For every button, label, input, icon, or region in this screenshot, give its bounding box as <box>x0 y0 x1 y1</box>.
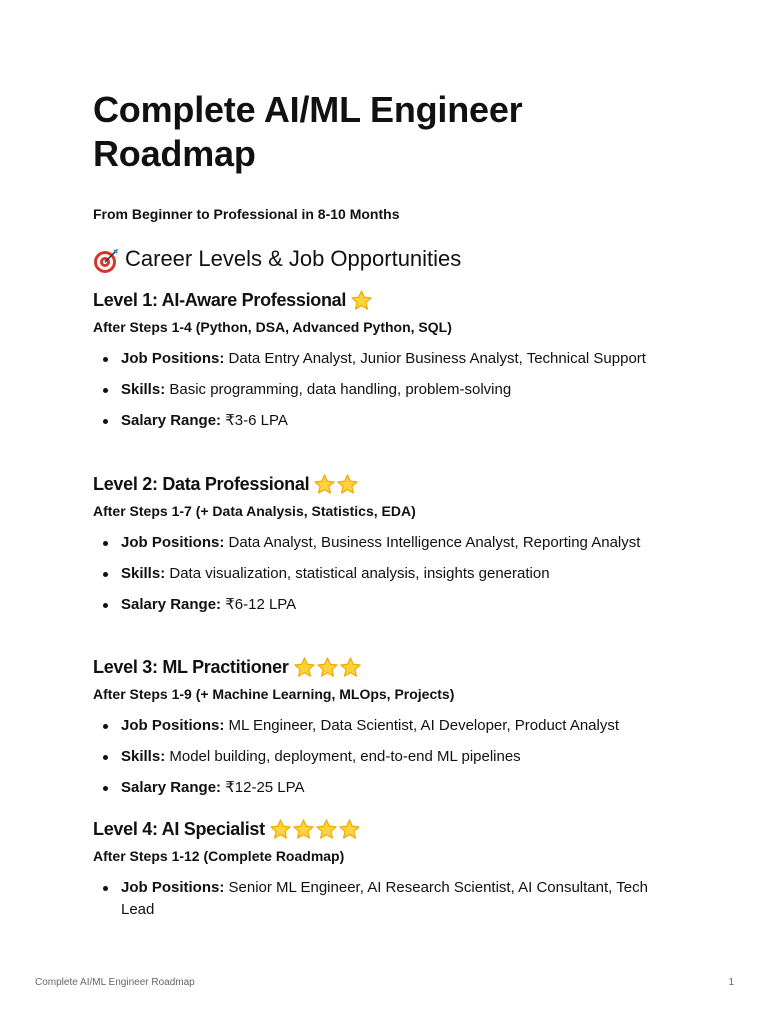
section-heading <box>93 246 461 272</box>
level-section <box>93 473 673 613</box>
page-number: 1 <box>728 977 734 988</box>
item-text: Data Analyst, Business Intelligence Analyst, Reporting Analyst <box>224 534 641 551</box>
star-icon <box>316 656 339 679</box>
section-heading-text: Career Levels & Job Opportunities <box>125 246 462 271</box>
list-item <box>93 563 673 585</box>
star-icon <box>293 656 316 679</box>
item-label: Skills: <box>121 565 166 582</box>
level-section <box>93 818 673 918</box>
item-label: Skills: <box>121 748 166 765</box>
item-text: ₹6-12 LPA <box>221 596 297 613</box>
level-prerequisites: After Steps 1-12 (Complete Roadmap) <box>93 848 345 864</box>
level-title <box>93 289 673 312</box>
star-rating <box>350 289 373 312</box>
star-icon <box>336 473 359 496</box>
item-text: Data visualization, statistical analysis, insights generation <box>165 565 550 582</box>
list-item <box>93 715 673 737</box>
item-label: Salary Range: <box>121 412 222 429</box>
star-icon <box>269 818 292 841</box>
level-details-list <box>93 877 673 930</box>
level-prerequisites: After Steps 1-7 (+ Data Analysis, Statistics, EDA) <box>93 503 416 519</box>
level-details-list <box>93 348 673 441</box>
star-rating <box>269 818 361 841</box>
item-label: Skills: <box>121 381 166 398</box>
level-prerequisites: After Steps 1-9 (+ Machine Learning, MLOps, Projects) <box>93 686 455 702</box>
item-label: Job Positions: <box>121 879 225 896</box>
level-details-list <box>93 532 673 625</box>
list-item <box>93 777 673 799</box>
item-text: Senior ML Engineer, AI Research Scientist, AI Consultant, Tech Lead <box>121 879 648 918</box>
star-icon <box>338 818 361 841</box>
star-icon <box>292 818 315 841</box>
item-label: Job Positions: <box>121 350 225 367</box>
level-details-list <box>93 715 673 808</box>
list-item <box>93 877 673 921</box>
item-label: Salary Range: <box>121 779 222 796</box>
level-title-text: Level 3: ML Practitioner <box>93 657 289 677</box>
level-title <box>93 656 673 679</box>
document-subtitle: From Beginner to Professional in 8-10 Months <box>93 206 400 222</box>
star-icon <box>313 473 336 496</box>
item-text: Basic programming, data handling, problem-solving <box>165 381 512 398</box>
star-icon <box>339 656 362 679</box>
list-item <box>93 410 673 432</box>
level-section <box>93 656 673 796</box>
item-text: Data Entry Analyst, Junior Business Analyst, Technical Support <box>224 350 646 367</box>
level-title <box>93 818 673 841</box>
star-rating <box>293 656 362 679</box>
level-title-text: Level 2: Data Professional <box>93 474 310 494</box>
star-rating <box>313 473 359 496</box>
footer-title: Complete AI/ML Engineer Roadmap <box>35 977 195 988</box>
item-text: Model building, deployment, end-to-end ML pipelines <box>165 748 521 765</box>
list-item <box>93 594 673 616</box>
list-item <box>93 348 673 370</box>
document-title: Complete AI/ML Engineer Roadmap <box>93 89 523 174</box>
target-icon <box>93 248 119 274</box>
level-prerequisites: After Steps 1-4 (Python, DSA, Advanced Python, SQL) <box>93 319 452 335</box>
list-item <box>93 746 673 768</box>
item-text: ML Engineer, Data Scientist, AI Developer, Product Analyst <box>224 717 620 734</box>
star-icon <box>350 289 373 312</box>
list-item <box>93 532 673 554</box>
item-label: Job Positions: <box>121 717 225 734</box>
item-label: Salary Range: <box>121 596 222 613</box>
star-icon <box>315 818 338 841</box>
page-content <box>93 88 673 918</box>
item-text: ₹3-6 LPA <box>221 412 288 429</box>
item-label: Job Positions: <box>121 534 225 551</box>
list-item <box>93 379 673 401</box>
level-section <box>93 289 673 429</box>
level-title-text: Level 1: AI-Aware Professional <box>93 290 347 310</box>
level-title-text: Level 4: AI Specialist <box>93 819 265 839</box>
item-text: ₹12-25 LPA <box>221 779 305 796</box>
level-title <box>93 473 673 496</box>
